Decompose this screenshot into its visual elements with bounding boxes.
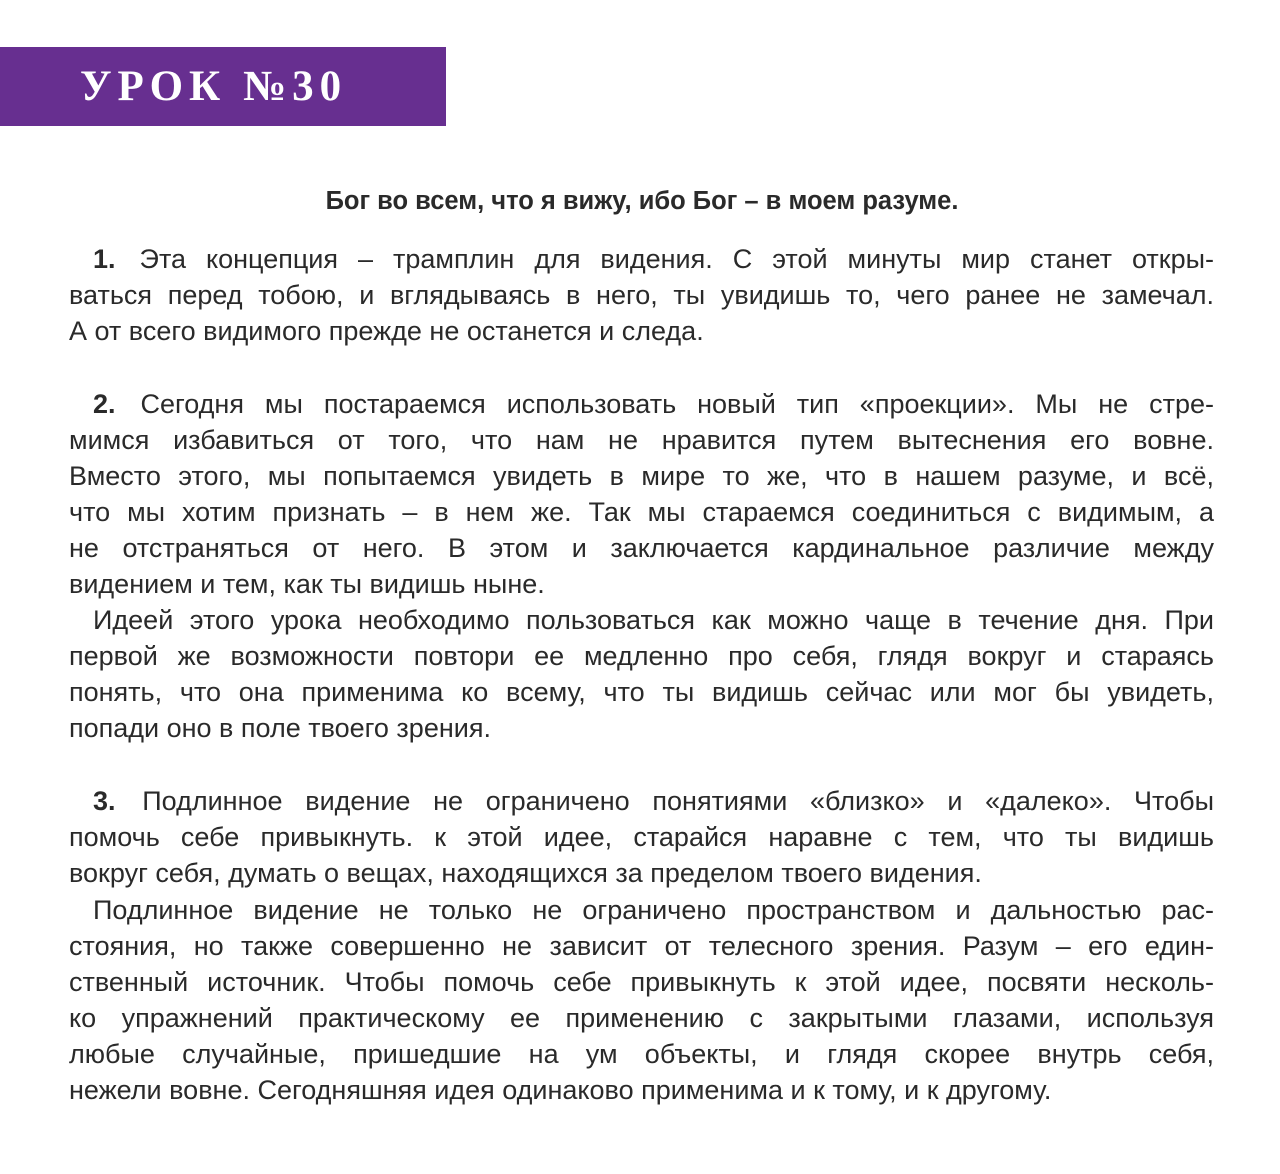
text-line: 2. Сегодня мы постараемся использовать новый тип «проекции». Мы не стре- — [93, 389, 1214, 419]
paragraph-3-continued — [69, 892, 1214, 1108]
text-line: Идеей этого урока необходимо пользоваться как можно чаще в течение дня. При — [93, 605, 1214, 635]
text-line: вокруг себя, думать о вещах, находящихся за пределом твоего видения. — [69, 858, 982, 888]
text-line: 1. Эта концепция – трамплин для видения. С этой минуты мир станет откры- — [93, 244, 1214, 274]
text-line: понять, что она применима ко всему, что ты видишь сейчас или мог бы увидеть, — [69, 677, 1214, 707]
paragraph-3 — [69, 783, 1214, 891]
text-line: 3. Подлинное видение не ограничено понятиями «близко» и «далеко». Чтобы — [93, 786, 1214, 816]
text-line: видением и тем, как ты видишь ныне. — [69, 569, 545, 599]
text-line: ко упражнений практическому ее применению с закрытыми глазами, используя — [69, 1003, 1214, 1033]
paragraph-number: 1. — [93, 244, 116, 274]
paragraph-2-continued — [69, 602, 1214, 746]
text-line: Подлинное видение не только не ограничено пространством и дальностью рас- — [93, 895, 1214, 925]
text-line: ственный источник. Чтобы помочь себе привыкнуть к этой идее, посвяти несколь- — [69, 967, 1214, 997]
paragraph-number: 3. — [93, 786, 116, 816]
text-line: любые случайные, пришедшие на ум объекты, и глядя скорее внутрь себя, — [69, 1039, 1214, 1069]
text-line: нежели вовне. Сегодняшняя идея одинаково применима и к тому, и к другому. — [69, 1075, 1052, 1105]
text-line: мимся избавиться от того, что нам не нравится путем вытеснения его вовне. — [69, 425, 1214, 455]
text-line: попади оно в поле твоего зрения. — [69, 713, 491, 743]
paragraph-2 — [69, 386, 1214, 602]
text-line: ваться перед тобою, и вглядываясь в него, ты увидишь то, чего ранее не замечал. — [69, 280, 1214, 310]
text-line: помочь себе привыкнуть. к этой идее, старайся наравне с тем, что ты видишь — [69, 822, 1214, 852]
text-line: стояния, но также совершенно не зависит от телесного зрения. Разум – его един- — [69, 931, 1214, 961]
lesson-title: УРОК №30 — [80, 63, 348, 110]
text-line: Вместо этого, мы попытаемся увидеть в мире то же, что в нашем разуме, и всё, — [69, 461, 1214, 491]
paragraph-number: 2. — [93, 389, 116, 419]
text-line: А от всего видимого прежде не останется и следа. — [69, 316, 704, 346]
text-line: что мы хотим признать – в нем же. Так мы стараемся соединиться с видимым, а — [69, 497, 1214, 527]
lesson-subtitle: Бог во всем, что я вижу, ибо Бог – в моем разуме. — [325, 187, 959, 215]
paragraph-1 — [69, 241, 1214, 349]
text-line: не отстраняться от него. В этом и заключается кардинальное различие между — [69, 533, 1214, 563]
text-line: первой же возможности повтори ее медленно про себя, глядя вокруг и стараясь — [69, 641, 1214, 671]
lesson-banner — [0, 47, 446, 126]
